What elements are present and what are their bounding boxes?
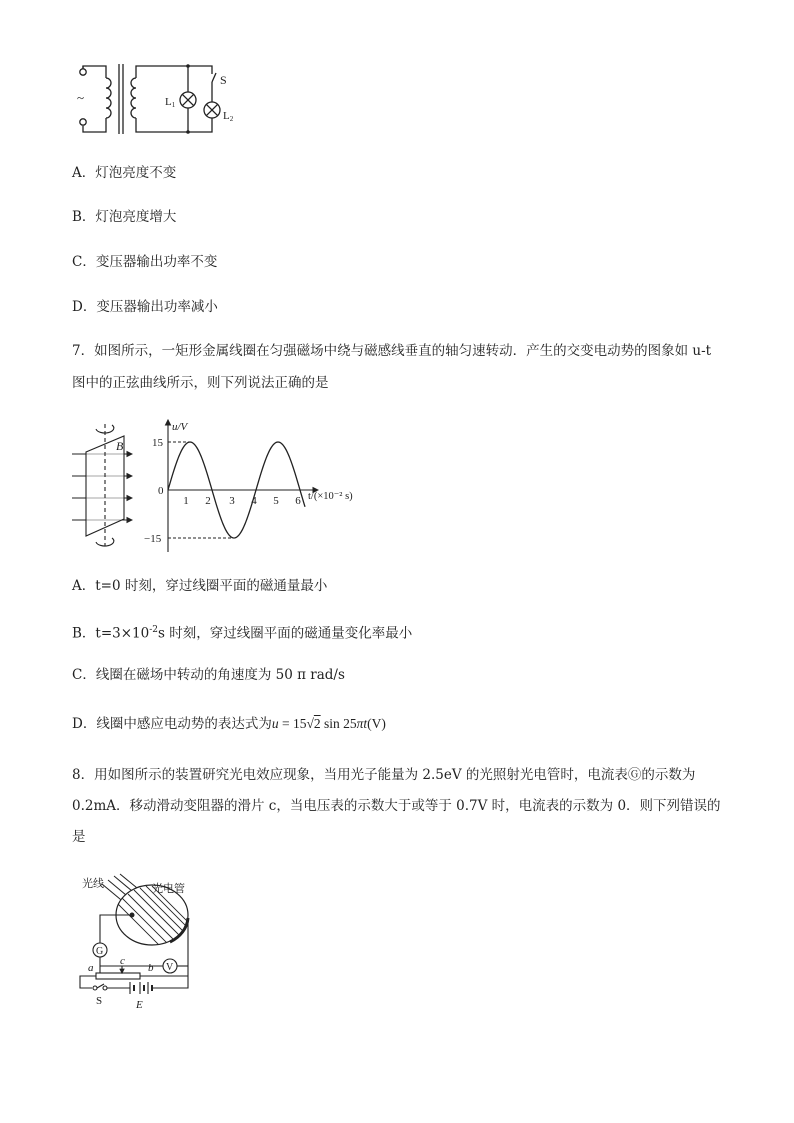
lamp1-label: L1 <box>165 96 176 109</box>
q8-stem-line3: 是 <box>72 829 86 845</box>
ac-source-symbol: ~ <box>77 90 85 105</box>
switch-s-label: S <box>96 995 103 1007</box>
q6-option-b: B．灯泡亮度增大 <box>72 209 177 225</box>
a-label: a <box>88 962 94 974</box>
tube-label: 光电管 <box>152 883 185 895</box>
x-tick: 4 <box>251 495 257 507</box>
c-label: c <box>120 955 125 967</box>
y-tick-zero: 0 <box>158 485 164 497</box>
x-tick: 5 <box>273 495 279 507</box>
field-b-label: B <box>116 439 124 453</box>
y-axis-label: u/V <box>172 421 188 433</box>
voltmeter-label: V <box>166 962 174 973</box>
x-tick: 2 <box>205 495 211 507</box>
q7-option-a: A．t=0 时刻，穿过线圈平面的磁通量最小 <box>72 578 328 594</box>
galvanometer-label: G <box>96 946 104 957</box>
light-label: 光线 <box>82 878 104 890</box>
q7-option-b: B．$t=3\times 10^{-2}s$ 时刻，穿过线圈平面的磁通量变化率最小 <box>72 625 413 642</box>
q6-option-c: C．变压器输出功率不变 <box>72 254 218 270</box>
x-tick: 1 <box>183 495 189 507</box>
y-tick-bottom: −15 <box>144 533 162 545</box>
y-tick-top: 15 <box>152 437 163 449</box>
q6-option-a: A．灯泡亮度不变 <box>72 165 177 181</box>
switch-label: S <box>220 73 227 87</box>
battery-e-label: E <box>136 999 143 1011</box>
x-tick: 3 <box>229 495 235 507</box>
q7-option-c: C．线圈在磁场中转动的角速度为 50 π rad/s <box>72 667 345 683</box>
q7-stem-line1: 7．如图所示，一矩形金属线圈在匀强磁场中绕与磁感线垂直的轴匀速转动．产生的交变电动势的图象如 u-t <box>72 343 712 359</box>
q8-stem-line2: 0.2mA．移动滑动变阻器的滑片 c，当电压表的示数大于或等于 0.7V 时，电流表的示数为 0．则下列错误的 <box>72 798 721 814</box>
x-tick: 6 <box>295 495 301 507</box>
q6-option-d: D．变压器输出功率减小 <box>72 299 218 315</box>
q8-stem-line1: 8．用如图所示的装置研究光电效应现象，当用光子能量为 2.5eV 的光照射光电管时，电流表Ⓖ的示数为 <box>72 767 696 783</box>
q7-option-d: D．线圈中感应电动势的表达式为u = 15√2 sin 25πt(V) <box>72 716 386 732</box>
b-label: b <box>148 962 154 974</box>
q7-stem-line2: 图中的正弦曲线所示，则下列说法正确的是 <box>72 375 329 391</box>
transformer-circuit-diagram <box>70 60 260 140</box>
coil-and-sine-graph <box>64 414 374 554</box>
photoelectric-circuit-diagram <box>74 870 204 1020</box>
x-axis-label: t/(×10⁻² s) <box>308 491 353 502</box>
lamp2-label: L2 <box>223 110 234 123</box>
